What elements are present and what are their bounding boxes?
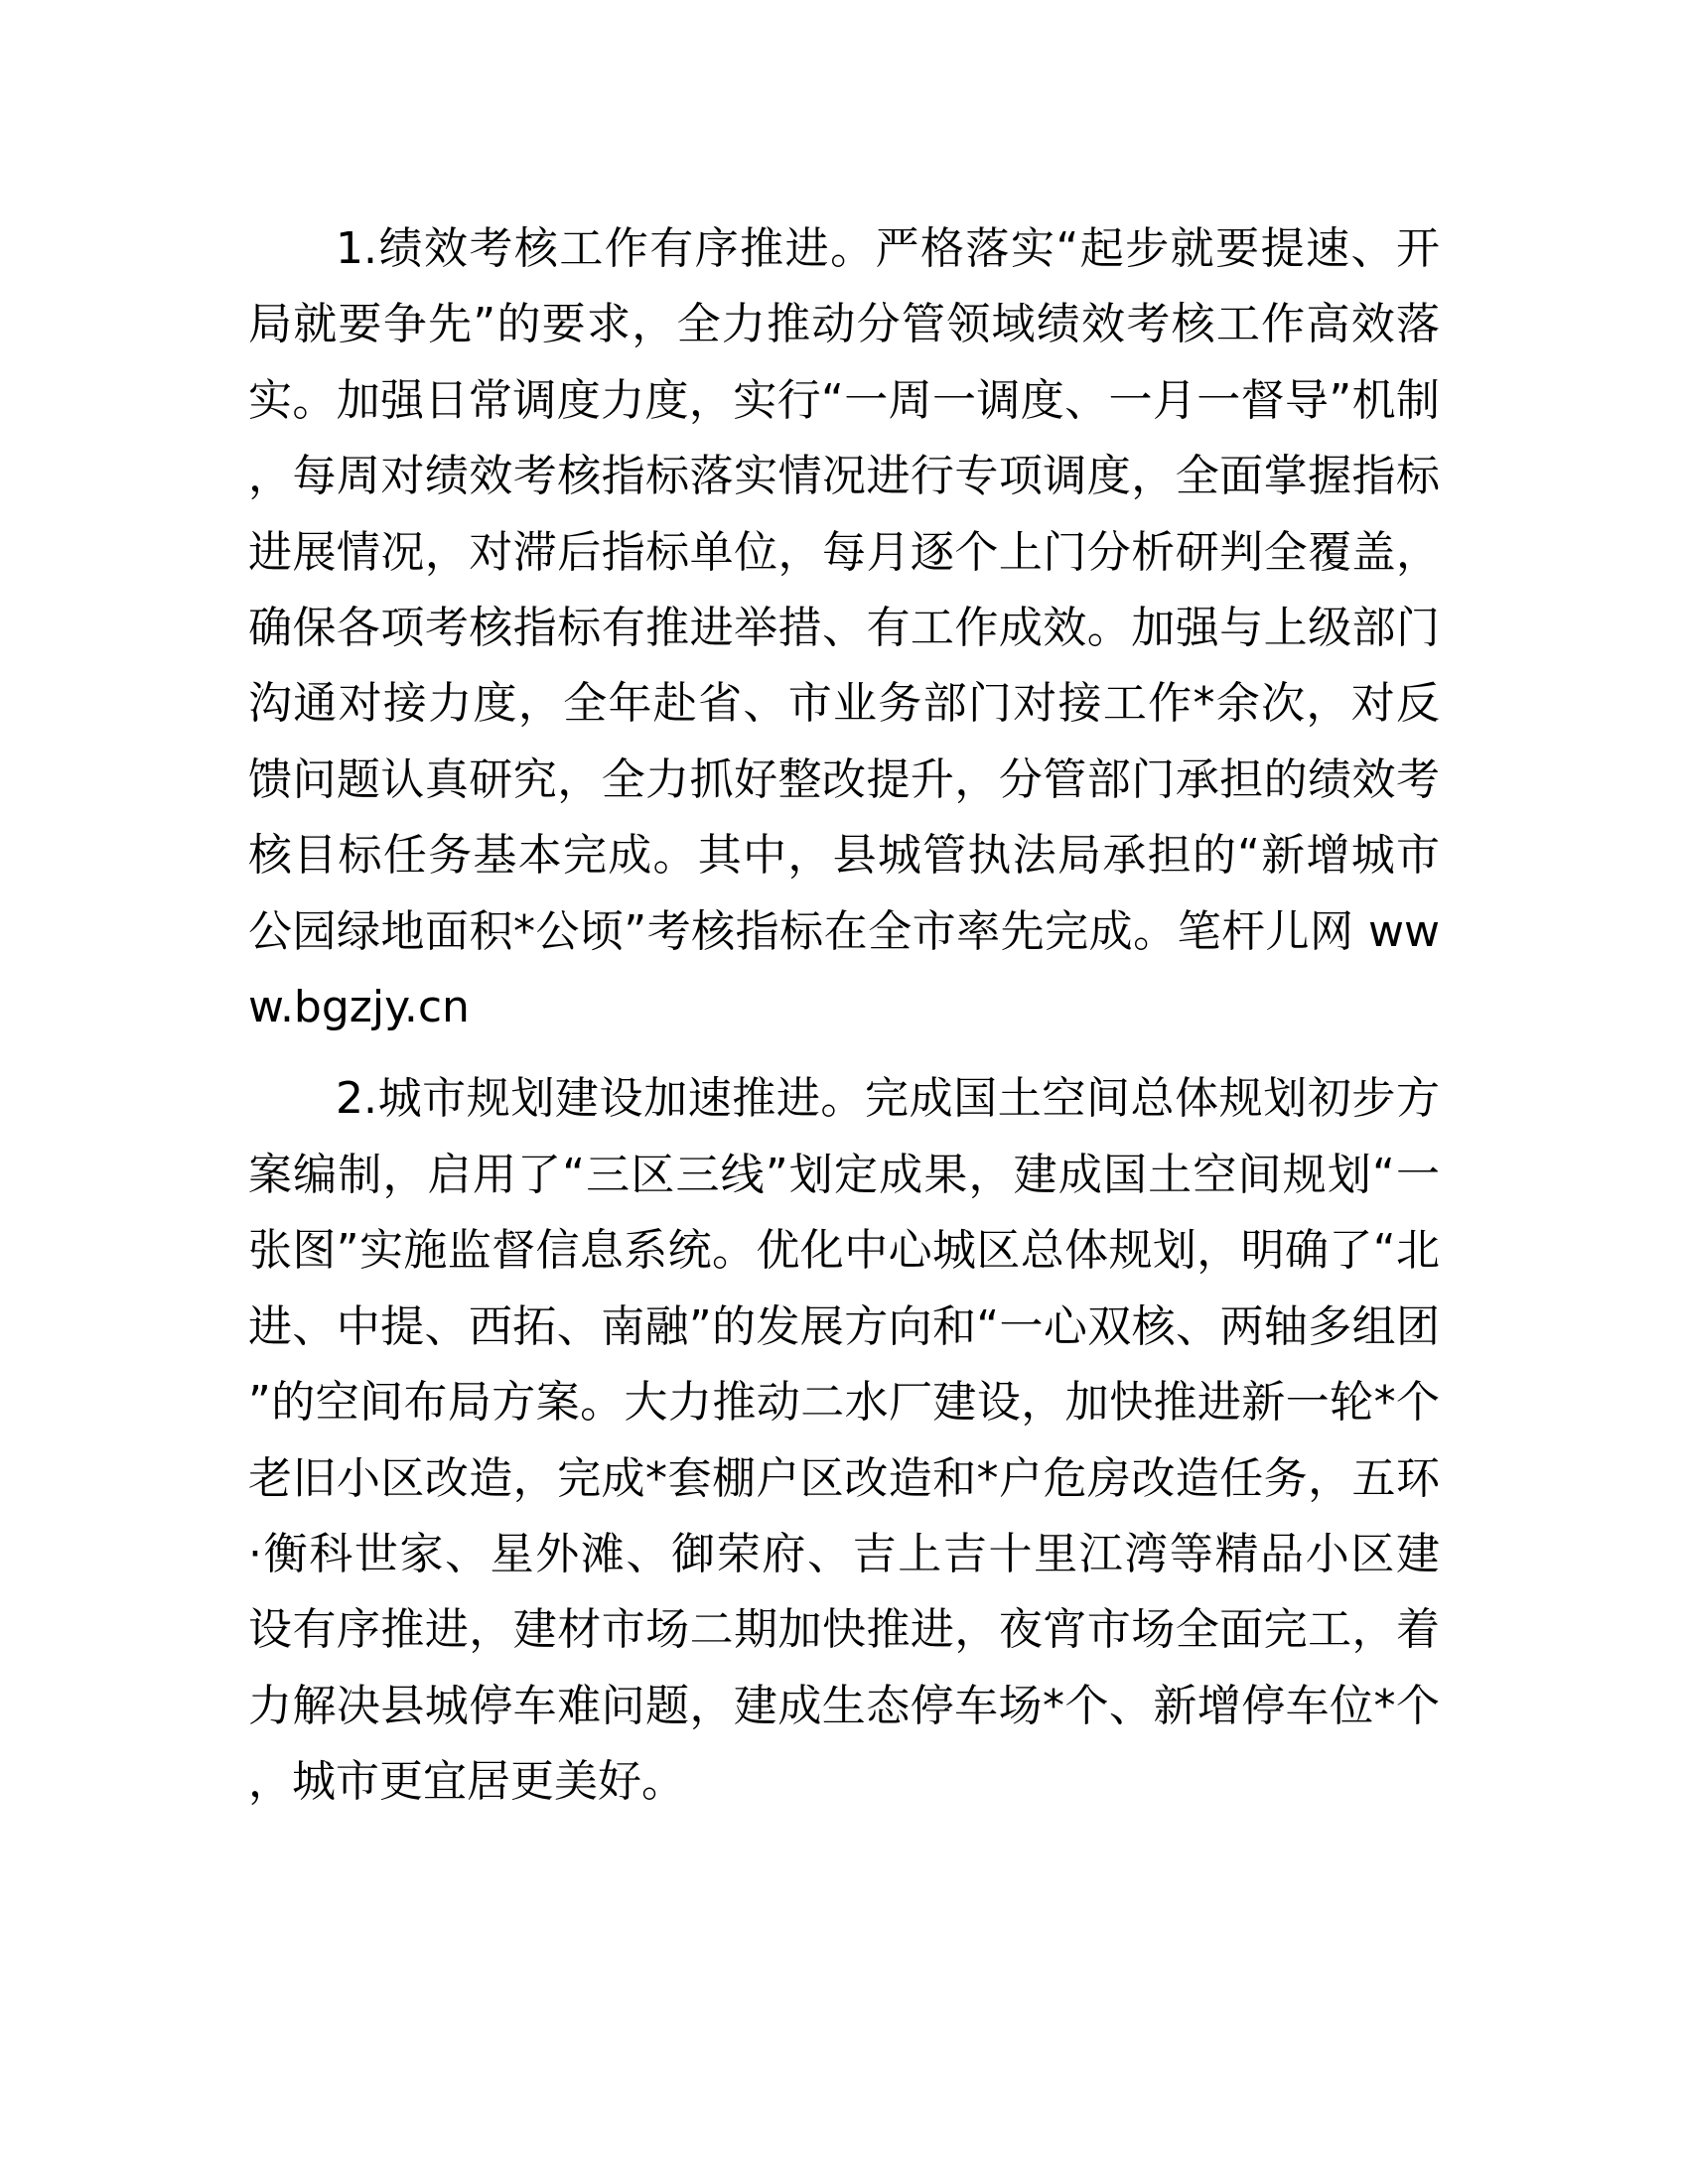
document-body bbox=[248, 211, 1440, 1821]
paragraph-urban-planning: 2.城市规划建设加速推进。完成国土空间总体规划初步方案编制，启用了“三区三线”划定成果，建成国土空间规划“一张图”实施监督信息系统。优化中心城区总体规划，明确了“北进、中提、西拓、南融”的发展方向和“一心双核、两轴多组团”的空间布局方案。大力推动二水厂建设，加快推进新一轮*个老旧小区改造，完成*套棚户区改造和*户危房改造任务，五环·衡科世家、星外滩、御荣府、吉上吉十里江湾等精品小区建设有序推进，建材市场二期加快推进，夜宵市场全面完工，着力解决县城停车难问题，建成生态停车场*个、新增停车位*个，城市更宜居更美好。 bbox=[248, 1073, 1440, 1808]
paragraph-performance-assessment: 1.绩效考核工作有序推进。严格落实“起步就要提速、开局就要争先”的要求，全力推动分管领域绩效考核工作高效落实。加强日常调度力度，实行“一周一调度、一月一督导”机制，每周对绩效考核指标落实情况进行专项调度，全面掌握指标进展情况，对滞后指标单位，每月逐个上门分析研判全覆盖，确保各项考核指标有推进举措、有工作成效。加强与上级部门沟通对接力度，全年赴省、市业务部门对接工作*余次，对反馈问题认真研究，全力抓好整改提升，分管部门承担的绩效考核目标任务基本完成。其中，县城管执法局承担的“新增城市公园绿地面积*公顷”考核指标在全市率先完成。笔杆儿网 www.bgzjy.cn bbox=[248, 223, 1440, 1033]
